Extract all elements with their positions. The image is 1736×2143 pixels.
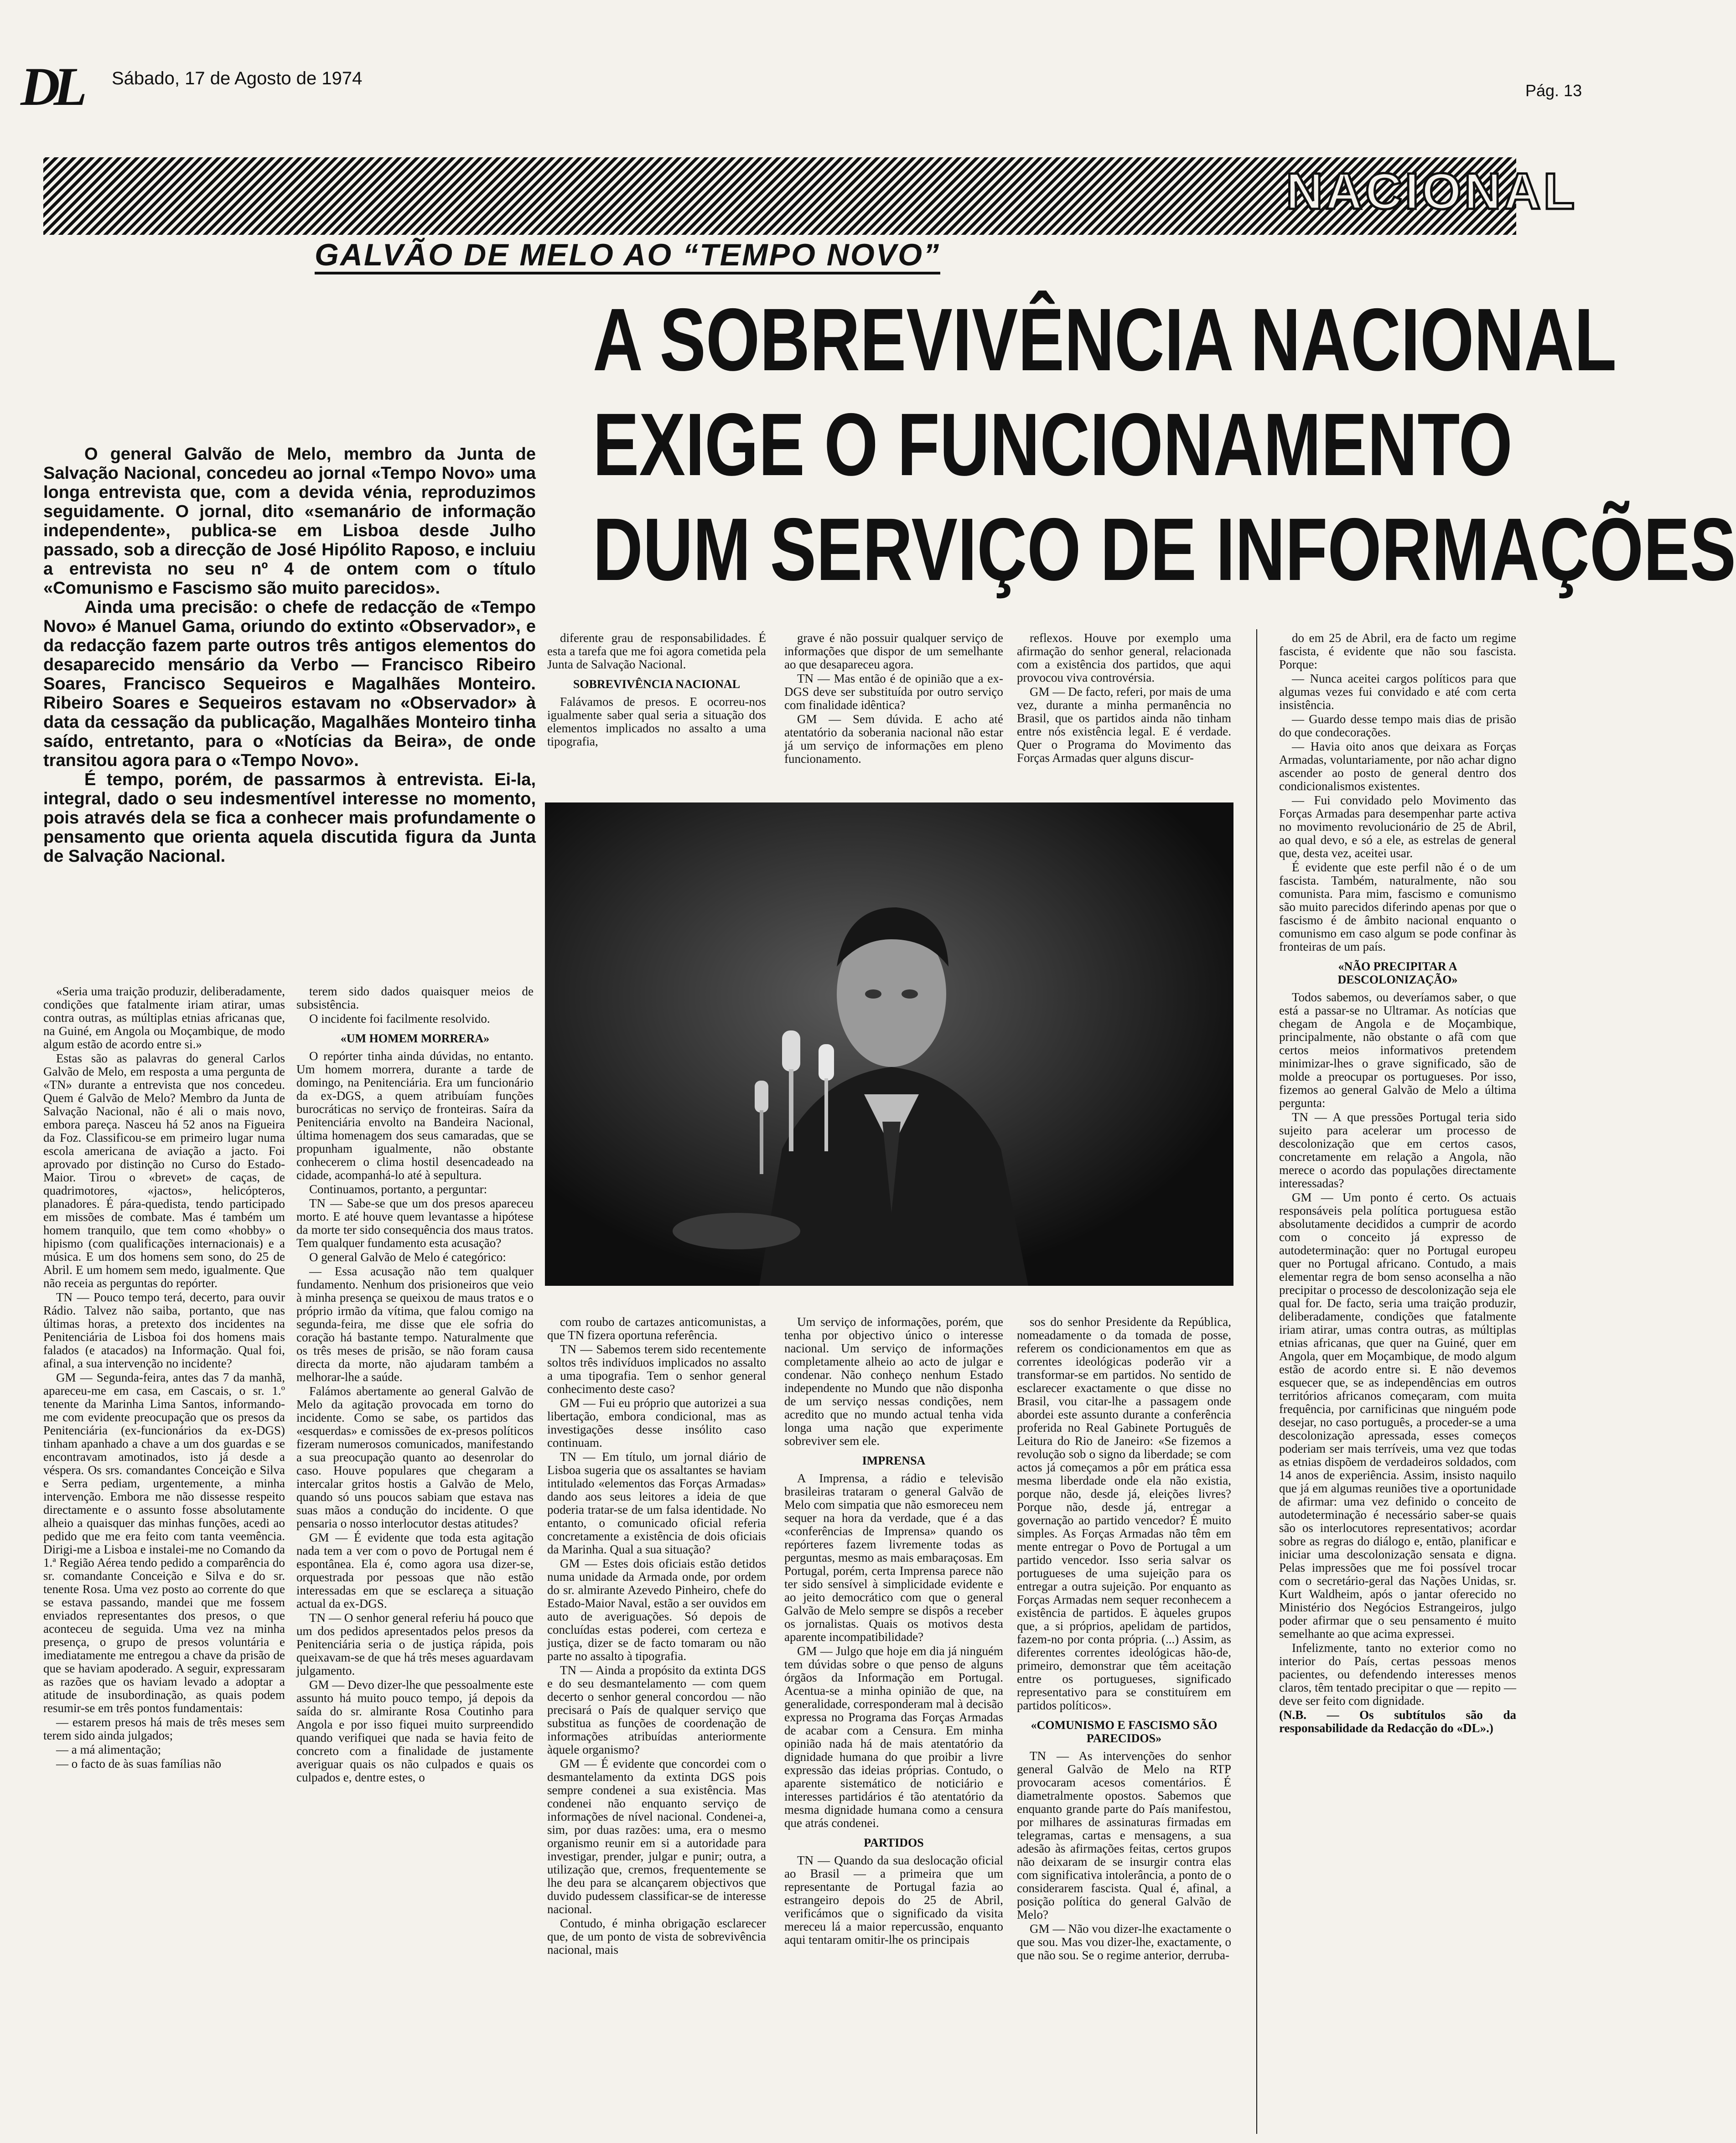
- paragraph: «Seria uma traição produzir, deliberadamente, condições que fatalmente iriam atirar, umas contra outras, as múltiplas etnias africanas que, na Guiné, em Angola ou Moçambique, de modo algum estão de acordo entre si.»: [43, 984, 285, 1051]
- paragraph: Todos sabemos, ou deveríamos saber, o que está a passar-se no Ultramar. As notícias que chegam de Angola e de Moçambique, principalmente, não obstante o afã com que certos meios informativos pretendem minimizar-lhes o grave significado, são de molde a preocupar os portugueses. Por isso, fizemos ao general Galvão de Melo a última pergunta:: [1279, 990, 1516, 1110]
- paragraph: O repórter tinha ainda dúvidas, no entanto. Um homem morrera, durante a tarde de domingo, na Penitenciária. Era um funcionário da ex-DGS, a quem atribuíam funções burocráticas no serviço de fronteiras. Saíra da Penitenciária envolto na Bandeira Nacional, última homenagem dos seus camaradas, que se propunham igualmente, não obstante conhecerem o clima hostil desencadeado na cidade, acompanhá-lo até à sepultura.: [296, 1049, 534, 1182]
- paragraph: reflexos. Houve por exemplo uma afirmação do senhor general, relacionada com a existência dos partidos, que aqui provocou viva controvérsia.: [1017, 631, 1231, 684]
- paragraph: — Havia oito anos que deixara as Forças Armadas, voluntariamente, por não achar digno ascender ao posto de general dentro dos condicionalismos existentes.: [1279, 740, 1516, 793]
- article-intro: [43, 445, 536, 866]
- paragraph: Um serviço de informações, porém, que tenha por objectivo único o interesse nacional. Um serviço de informações completamente alheio ao acto de julgar e condenar. Não conheço nenhum Estado independente no Mundo que não disponha de um serviço nessas condições, nem acredito que no mundo actual tenha vida longa uma nação que experimente sobreviver sem ele.: [784, 1315, 1003, 1448]
- text-column-3-bottom: [547, 1315, 766, 2134]
- paragraph: — Nunca aceitei cargos políticos para que algumas vezes fui convidado e até com certa insistência.: [1279, 672, 1516, 712]
- text-column-4-top: [784, 632, 1003, 800]
- article-headline: [593, 287, 1736, 602]
- paragraph: GM — É evidente que toda esta agitação nada tem a ver com o povo de Portugal nem é espontânea. Ela é, como agora usa dizer-se, orquestrada por pessoas que não estão interessadas em que se esclareça a situação actual da ex-DGS.: [296, 1531, 534, 1610]
- headline-line: EXIGE O FUNCIONAMENTO: [593, 395, 1513, 494]
- paragraph: — estarem presos há mais de três meses sem terem sido ainda julgados;: [43, 1715, 285, 1742]
- issue-date: Sábado, 17 de Agosto de 1974: [112, 68, 363, 88]
- paragraph: Continuamos, portanto, a perguntar:: [309, 1182, 487, 1196]
- text-column-6: [1279, 632, 1516, 2134]
- paragraph: Contudo, é minha obrigação esclarecer que, de um ponto de vista de sobrevivência nacional, mais: [547, 1916, 766, 1957]
- subheading: «UM HOMEM MORRERA»: [340, 1032, 490, 1045]
- paragraph: com roubo de cartazes anticomunistas, a que TN fizera oportuna referência.: [547, 1315, 766, 1342]
- paragraph: GM — Um ponto é certo. Os actuais responsáveis pela política portuguesa estão absolutamente decididos a cumprir de acordo com o conceito já expresso de autodeterminação: quer no Portugal europeu quer no Portugal africano. Contudo, a mais elementar regra de bom senso aconselha a não precipitar o processo de descolonização seja ele qual for. De facto, seria uma traição produzir, deliberadamente, condições que fatalmente iriam atirar, umas contra outras, as múltiplas etnias africanas, que quer na Guiné, quer em Angola, quer em Moçambique, de modo algum estão de acordo entre si. E não devemos esquecer que, se as independências em outros territórios africanos começaram, com muita frequência, por carnificinas que ninguém pode desejar, no caso português, a proceder-se a uma descolonização apressada, esses começos poderiam ser mais terríveis, uma vez que todas as etnias dispõem de verdadeiros soldados, com 14 anos de experiência. Assim, insisto naquilo que já em algumas reuniões tive a oportunidade de afirmar: uma vez definido o conceito de autodeterminação é necessário saber-se quais são os interlocutores representativos; acordar sobre as regras do diálogo e, então, planificar e iniciar uma descolonização sensata e digna. Pelas impressões que me foi possível trocar com o secretário-geral das Nações Unidas, sr. Kurt Waldheim, após o jantar oferecido no Ministério dos Negócios Estrangeiros, julgo poder afirmar que o seu pensamento é muito semelhante ao que acima expressei.: [1279, 1191, 1516, 1641]
- paragraph: TN — Mas então é de opinião que a ex-DGS deve ser substituída por outro serviço com finalidade idêntica?: [784, 672, 1003, 712]
- paragraph: TN — As intervenções do senhor general Galvão de Melo na RTP provocaram acesos comentários. É diametralmente opostos. Sabemos que enquanto grande parte do País manifestou, por milhares de assinaturas firmadas em telegramas, cartas e mensagens, a sua adesão às afirmações feitas, certos grupos não deixaram de se insurgir contra elas com significativa intolerância, a ponto de o considerarem fascista. Qual é, afinal, a posição política do general Galvão de Melo?: [1017, 1749, 1231, 1921]
- paragraph: GM — Segunda-feira, antes das 7 da manhã, apareceu-me em casa, em Cascais, o sr. 1.º tenente da Marinha Lima Santos, informando-me com evidente preocupação que os presos da Penitenciária (ex-funcionários da ex-DGS) tinham apanhado a chave a um dos guardas e se encontravam amotinados, isto já desde a véspera. Os srs. comandantes Conceição e Silva e Serra pediam, urgentemente, a minha intervenção. Embora me não dissesse respeito directamente e o assunto fosse absolutamente alheio a quaisquer das minhas funções, acedi ao pedido que me era feito com tanta veemência. Dirigi-me a Lisboa e instalei-me no Comando da 1.ª Região Aérea tendo pedido a comparência do sr. comandante Conceição e Silva e do sr. tenente Rosa. Uma vez posto ao corrente do que se estava passando, mandei que me fossem enviados representantes dos presos, o que aconteceu de seguida. Uma vez na minha presença, o grupo de presos voluntária e imediatamente me entregou a chave da prisão de que se haviam apoderado. A seguir, expressaram as razões que os haviam levado a adoptar a atitude de insubordinação, as quais podem resumir-se em três pontos fundamentais:: [43, 1371, 285, 1715]
- subheading: SOBREVIVÊNCIA NACIONAL: [573, 678, 741, 691]
- paragraph: do em 25 de Abril, era de facto um regime fascista, é evidente que não sou fascista. Porque:: [1279, 631, 1516, 671]
- subheading: PARTIDOS: [864, 1836, 924, 1849]
- subheading: «NÃO PRECIPITAR A DESCOLONIZAÇÃO»: [1337, 960, 1458, 986]
- paragraph: terem sido dados quaisquer meios de subsistência.: [296, 984, 534, 1011]
- paragraph: — Essa acusação não tem qualquer fundamento. Nenhum dos prisioneiros que veio à minha presença se queixou de maus tratos e o próprio irmão da vítima, que falou comigo na segunda-feira, me disse que ele sofria do coração há bastante tempo. Naturalmente que os três meses de prisão, se não foram causa directa da morte, não ajudaram também a melhorar-lhe a saúde.: [296, 1264, 534, 1384]
- paragraph: GM — Julgo que hoje em dia já ninguém tem dúvidas sobre o que penso de alguns órgãos da Informação em Portugal. Acentua-se a minha opinião de que, na generalidade, corresponderam mal à decisão expressa no Programa das Forças Armadas de acabar com a Censura. Em minha opinião nada há de mais atentatório da dignidade humana do que proibir a livre expressão das ideias próprias. Contudo, o aparente sistemático de noticiário e interesses partidários é tão atentatório da mesma dignidade humana como a censura que atrás condenei.: [784, 1644, 1003, 1830]
- paragraph: GM — Estes dois oficiais estão detidos numa unidade da Armada onde, por ordem do sr. almirante Azevedo Pinheiro, chefe do Estado-Maior Naval, estão a ser ouvidos em auto de averiguações. Só depois de concluídas estas poderei, com certeza e justiça, dizer se de facto tomaram ou não parte no assalto à tipografia.: [547, 1557, 766, 1663]
- paragraph: TN — O senhor general referiu há pouco que um dos pedidos apresentados pelos presos da Penitenciária seria o de justiça rápida, pois queixavam-se de que há três meses aguardavam julgamento.: [296, 1611, 534, 1677]
- text-column-4-bottom: [784, 1315, 1003, 2134]
- paragraph: GM — Fui eu próprio que autorizei a sua libertação, embora condicional, mas as investigações desse insólito caso continuam.: [547, 1396, 766, 1449]
- paragraph: O incidente foi facilmente resolvido.: [309, 1012, 490, 1025]
- paragraph: Estas são as palavras do general Carlos Galvão de Melo, em resposta a uma pergunta de «TN» durante a entrevista que nos concedeu. Quem é Galvão de Melo? Membro da Junta de Salvação Nacional, não é ali o mais novo, embora pareça. Nasceu há 52 anos na Figueira da Foz. Classificou-se em primeiro lugar numa escola americana de aviação a jacto. Foi aprovado por distinção no Curso do Estado-Maior. Tirou o «brevet» de caças, de quadrimotores, «jactos», helicópteros, planadores. É pára-quedista, tendo participado em missões de combate. Mas é também um homem tranquilo, que tem como «hobby» o hipismo (com qualificações internacionais) e a música. E um dos homens sem sono, do 25 de Abril. E um homem sem medo, igualmente. Que não receia as perguntas do repórter.: [43, 1051, 285, 1290]
- paragraph: GM — Sem dúvida. E acho até atentatório da soberania nacional não estar já um serviço de informações em pleno funcionamento.: [784, 712, 1003, 766]
- section-title: NACIONAL: [1286, 163, 1578, 220]
- intro-paragraph: É tempo, porém, de passarmos à entrevista. Ei-la, integral, dado o seu indesmentível interesse no momento, pois através dela se fica a conhecer mais profundamente o pensamento que orienta aquela discutida figura da Junta de Salvação Nacional.: [43, 770, 536, 866]
- paragraph: GM — Não vou dizer-lhe exactamente o que sou. Mas vou dizer-lhe, exactamente, o que não sou. Se o regime anterior, derruba-: [1017, 1922, 1231, 1962]
- paragraph: Infelizmente, tanto no exterior como no interior do País, certas pessoas menos pacientes, ou defendendo interesses menos claros, têm tentado precipitar o que — repito — deve ser feito com dignidade.: [1279, 1641, 1516, 1708]
- speaker-photo-image: [545, 802, 1233, 1286]
- paragraph: TN — Ainda a propósito da extinta DGS e do seu desmantelamento — com quem decerto o senhor general concordou — não precisará o País de qualquer serviço que substitua as funções de coordenação de informações atribuídas anteriormente àquele organismo?: [547, 1663, 766, 1756]
- text-column-5-bottom: [1017, 1315, 1231, 2134]
- paragraph: TN — Sabe-se que um dos presos apareceu morto. E até houve quem levantasse a hipótese da morte ter sido consequência dos maus tratos. Tem qualquer fundamento esta acusação?: [296, 1196, 534, 1250]
- subheading: «COMUNISMO E FASCISMO SÃO PARECIDOS»: [1031, 1719, 1218, 1745]
- paragraph: GM — De facto, referi, por mais de uma vez, durante a minha permanência no Brasil, que os partidos ainda não tinham entre nós existência legal. E é verdade. Quer o Programa do Movimento das Forças Armadas quer alguns discur-: [1017, 685, 1231, 765]
- paragraph: — Guardo desse tempo mais dias de prisão do que condecorações.: [1279, 712, 1516, 739]
- paragraph: É evidente que este perfil não é o de um fascista. Também, naturalmente, não sou comunista. Para mim, fascismo e comunismo são muito parecidos diferindo apenas por que o fascismo é de âmbito nacional enquanto o comunismo em caso algum se pode confinar às fronteiras de um país.: [1279, 860, 1516, 953]
- headline-line: DUM SERVIÇO DE INFORMAÇÕES: [593, 500, 1736, 599]
- paragraph: TN — A que pressões Portugal teria sido sujeito para acelerar um processo de descolonização que em certos casos, concretamente em relação a Angola, não merece o acordo das populações directamente interessadas?: [1279, 1110, 1516, 1190]
- editorial-note: (N.B. — Os subtítulos são da responsabilidade da Redacção do «DL».): [1279, 1708, 1516, 1735]
- paragraph: A Imprensa, a rádio e televisão brasileiras trataram o general Galvão de Melo com simpatia que não esmoreceu nem sequer na hora da verdade, que é a das «conferências de Imprensa» quando os repórteres fazem livremente todas as perguntas, mesmo as mais embaraçosas. Em Portugal, porém, certa Imprensa parece não ter sido sensível à simplicidade evidente e ao jeito democrático com que o general Galvão de Melo sempre se dispôs a receber os jornalistas. Quais os motivos desta aparente incompatibilidade?: [784, 1471, 1003, 1644]
- intro-paragraph: O general Galvão de Melo, membro da Junta de Salvação Nacional, concedeu ao jornal «Tempo Novo» uma longa entrevista que, com a devida vénia, reproduzimos seguidamente. O jornal, dito «semanário de informação independente», publica-se em Lisboa desde Julho passado, sob a direcção de José Hipólito Raposo, e incluiu a entrevista no seu nº 4 de ontem com o título «Comunismo e Fascismo são muito parecidos».: [43, 445, 536, 598]
- intro-paragraph: Ainda uma precisão: o chefe de redacção de «Tempo Novo» é Manuel Gama, oriundo do extinto «Observador», e da redacção fazem parte outros três antigos elementos do desaparecido mensário da Verbo — Francisco Ribeiro Soares, Francisco Sequeiros e Magalhães Monteiro. Ribeiro Soares e Sequeiros estavam no «Observador» à data da cessação da publicação, Magalhães Monteiro tinha saído, entretanto, para o «Notícias da Beira», de onde transitou agora para o «Tempo Novo».: [43, 598, 536, 770]
- paragraph: diferente grau de responsabilidades. É esta a tarefa que me foi agora cometida pela Junta de Salvação Nacional.: [547, 631, 766, 671]
- headline-line: A SOBREVIVÊNCIA NACIONAL: [593, 290, 1617, 389]
- article-kicker: GALVÃO DE MELO AO “TEMPO NOVO”: [315, 238, 941, 272]
- text-column-3-top: [547, 632, 766, 800]
- page-number: Pág. 13: [1525, 81, 1582, 100]
- paragraph: — a má alimentação;: [56, 1743, 161, 1756]
- paragraph: O general Galvão de Melo é categórico:: [309, 1250, 506, 1264]
- paragraph: GM — Devo dizer-lhe que pessoalmente este assunto há muito pouco tempo, já depois da saída do sr. almirante Rosa Coutinho para Angola e por isso fiquei muito surpreendido quando verifiquei que nada se havia feito de concreto com a finalidade de justamente averiguar quais os não culpados e quais os culpados e, dentre estes, o: [296, 1678, 534, 1784]
- paragraph: TN — Em título, um jornal diário de Lisboa sugeria que os assaltantes se haviam intitulado «elementos das Forças Armadas» dando aos seus leitores a ideia de que poderia tratar-se de um falsa identidade. No entanto, o comunicado oficial referia concretamente a existência de dois oficiais da Marinha. Qual a sua situação?: [547, 1450, 766, 1556]
- text-column-2: [296, 985, 534, 2134]
- paragraph: — o facto de às suas famílias não: [56, 1757, 222, 1770]
- paragraph: sos do senhor Presidente da República, nomeadamente o da tomada de posse, referem os condicionamentos em que as correntes ideológicas poderão vir a transformar-se em partidos. No sentido de esclarecer exactamente o que disse no Brasil, vou citar-lhe a passagem onde abordei este assunto durante a conferência proferida no Real Gabinete Português de Leitura do Rio de Janeiro: «Se fizemos a revolução sob o signo da liberdade; se com actos já começamos a pôr em prática essa mesma liberdade onde ela não existia, porque não, desde já, eleições livres? Porque não, desde já, entregar a governação ao partido vencedor? É muito simples. As Forças Armadas não têm em mente entregar o Povo de Portugal a um partido vencedor. Isso seria salvar os portugueses de uma sujeição para os entregar a outra sujeição. Por enquanto as Forças Armadas nem sequer reconhecem a existência de partidos. E àqueles grupos que, a si próprios, apelidam de partidos, fazem-no por conta própria. (...) Assim, as diferentes correntes ideológicas hão-de, primeiro, demonstrar que têm aceitação entre os portugueses, significado representativo para se constituírem em partidos políticos».: [1017, 1315, 1231, 1712]
- paragraph: TN — Sabemos terem sido recentemente soltos três indivíduos implicados no assalto a uma tipografia. Tem o senhor general conhecimento deste caso?: [547, 1342, 766, 1396]
- paragraph: — Fui convidado pelo Movimento das Forças Armadas para desempenhar parte activa no movimento revolucionário de 25 de Abril, ao qual devo, e só a ele, as estrelas de general que, desta vez, aceitei usar.: [1279, 793, 1516, 860]
- paragraph: Falávamos de presos. E ocorreu-nos igualmente saber qual seria a situação dos elementos implicados no assalto a uma tipografia,: [547, 695, 766, 748]
- paragraph: GM — É evidente que concordei com o desmantelamento da extinta DGS pois sempre condenei a sua existência. Mas condenei não enquanto serviço de informações de nível nacional. Condenei-a, sim, por duas razões: uma, era o mesmo organismo reunir em si a autoridade para investigar, prender, julgar e punir; outra, a utilização que, cremos, frequentemente se lhe deu para se alcançarem objectivos que duvido pudessem classificar-se de interesse nacional.: [547, 1757, 766, 1916]
- article-photo: [545, 802, 1233, 1286]
- paragraph: grave é não possuir qualquer serviço de informações que dispor de um semelhante ao que desapareceu agora.: [784, 631, 1003, 671]
- paragraph: TN — Pouco tempo terá, decerto, para ouvir Rádio. Talvez não saiba, portanto, que nas últimas horas, a pretexto dos incidentes na Penitenciária de Lisboa foi dos homens mais falados (e atacados) na Informação. Qual foi, afinal, a sua intervenção no incidente?: [43, 1290, 285, 1370]
- text-column-5-top: [1017, 632, 1231, 800]
- paragraph: Falámos abertamente ao general Galvão de Melo da agitação provocada em torno do incidente. Como se sabe, os partidos das «esquerdas» e comissões de ex-presos políticos fizeram numerosos comunicados, manifestando a sua preocupação quanto ao desenrolar do caso. Houve populares que chegaram a intercalar gritos hostis a Galvão de Melo, quando só uns poucos sabiam que estava nas suas mãos a condução do incidente. O que pensaria o nosso interlocutor destas atitudes?: [296, 1384, 534, 1530]
- paragraph: TN — Quando da sua deslocação oficial ao Brasil — a primeira que um representante de Portugal fazia ao estrangeiro depois do 25 de Abril, verificámos que o significado da visita mereceu lá a maior repercussão, enquanto aqui tentaram omitir-lhe os principais: [784, 1853, 1003, 1946]
- newspaper-logo: DL: [21, 56, 81, 117]
- column-rule: [1256, 629, 1257, 2134]
- text-column-1: [43, 985, 285, 2134]
- subheading: IMPRENSA: [862, 1454, 926, 1467]
